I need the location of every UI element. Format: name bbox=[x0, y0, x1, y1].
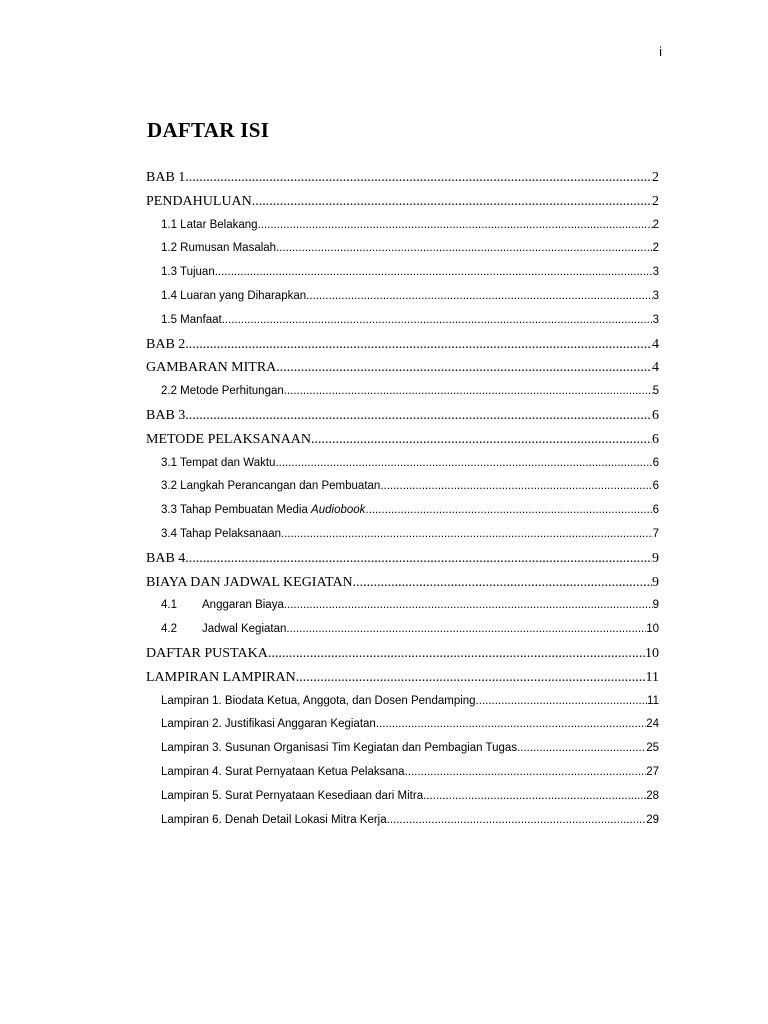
toc-dot-leader bbox=[284, 380, 653, 404]
toc-entry[interactable] bbox=[146, 642, 659, 666]
toc-entry-page: 25 bbox=[646, 742, 659, 755]
toc-entry-label-text: BAB 2 bbox=[146, 336, 186, 352]
toc-dot-leader bbox=[185, 333, 652, 357]
toc-entry[interactable] bbox=[146, 571, 659, 595]
toc-entry-page: 2 bbox=[652, 170, 659, 185]
toc-entry[interactable] bbox=[146, 475, 659, 499]
toc-entry-label bbox=[202, 618, 286, 642]
toc-entry-label bbox=[161, 237, 276, 261]
toc-dot-leader bbox=[353, 571, 652, 595]
toc-entry[interactable] bbox=[146, 713, 659, 737]
toc-entry[interactable] bbox=[146, 594, 659, 618]
toc-entry-label-text: 1.1 Latar Belakang bbox=[161, 218, 258, 231]
toc-entry-label bbox=[161, 309, 222, 333]
toc-entry-label-text: Lampiran 3. Susunan Organisasi Tim Kegiatan dan Pembagian Tugas bbox=[161, 742, 518, 755]
toc-entry-page: 11 bbox=[645, 669, 659, 685]
toc-entry-label bbox=[146, 333, 185, 357]
toc-entry-label-text: Lampiran 2. Justifikasi Anggaran Kegiatan bbox=[161, 718, 376, 731]
toc-entry-label-text: BIAYA DAN JADWAL KEGIATAN bbox=[146, 574, 353, 590]
toc-entry[interactable] bbox=[146, 356, 659, 380]
toc-entry-label bbox=[161, 523, 281, 547]
toc-entry-page: 27 bbox=[646, 765, 659, 778]
toc-entry-label-text: Lampiran 4. Surat Pernyataan Ketua Pelaksana bbox=[161, 765, 405, 778]
toc-entry[interactable] bbox=[146, 761, 659, 785]
toc-entry-label-text: BAB 4 bbox=[146, 550, 186, 566]
toc-entry[interactable] bbox=[146, 309, 659, 333]
toc-entry-page: 4 bbox=[652, 360, 659, 376]
toc-entry-label bbox=[161, 380, 284, 404]
toc-entry-page: 2 bbox=[652, 218, 659, 231]
toc-entry-label-text: LAMPIRAN LAMPIRAN bbox=[146, 669, 296, 685]
toc-entry-label bbox=[146, 356, 276, 380]
toc-entry-label bbox=[202, 594, 284, 618]
toc-dot-leader bbox=[276, 356, 652, 380]
toc-entry-label-text: BAB 1 bbox=[146, 170, 186, 185]
toc-entry[interactable] bbox=[146, 214, 659, 238]
toc-dot-leader bbox=[215, 261, 653, 285]
toc-entry[interactable] bbox=[146, 333, 659, 357]
toc-title: DAFTAR ISI bbox=[147, 118, 270, 142]
toc-entry[interactable] bbox=[146, 190, 659, 214]
toc-entry-page: 11 bbox=[647, 694, 659, 707]
toc-entry-label-text: 1.2 Rumusan Masalah bbox=[161, 242, 277, 255]
toc-entry-label-text: Anggaran Biaya bbox=[202, 599, 284, 612]
toc-entry-label-text: BAB 3 bbox=[146, 407, 186, 423]
toc-entry-number: 4.2 bbox=[161, 623, 177, 636]
toc-entry-page: 6 bbox=[652, 504, 659, 517]
toc-dot-leader bbox=[517, 737, 646, 761]
toc-entry[interactable] bbox=[146, 166, 659, 190]
toc-entry-label bbox=[161, 475, 380, 499]
toc-dot-leader bbox=[286, 618, 646, 642]
toc-entry[interactable] bbox=[146, 237, 659, 261]
toc-dot-leader bbox=[275, 452, 652, 476]
toc-list bbox=[146, 166, 659, 832]
toc-entry[interactable] bbox=[146, 666, 659, 690]
toc-dot-leader bbox=[284, 594, 653, 618]
toc-entry-label bbox=[161, 285, 306, 309]
toc-entry-label-text: 3.3 Tahap Pembuatan Media bbox=[161, 504, 312, 517]
toc-entry-label-text: 3.2 Langkah Perancangan dan Pembuatan bbox=[161, 480, 381, 493]
toc-entry-label-text: 1.3 Tujuan bbox=[161, 266, 215, 279]
toc-entry-label-italic: Audiobook bbox=[311, 504, 366, 517]
toc-dot-leader bbox=[185, 547, 652, 571]
toc-entry-label-text: METODE PELAKSANAAN bbox=[146, 431, 312, 447]
toc-entry-label bbox=[146, 404, 185, 428]
toc-entry-label bbox=[161, 761, 405, 785]
toc-entry[interactable] bbox=[146, 523, 659, 547]
toc-entry-page: 29 bbox=[646, 813, 659, 826]
toc-dot-leader bbox=[306, 285, 652, 309]
toc-entry-label bbox=[161, 499, 365, 523]
toc-entry-label-text: 1.5 Manfaat bbox=[161, 313, 222, 326]
toc-entry-page: 10 bbox=[645, 645, 659, 661]
toc-dot-leader bbox=[252, 190, 652, 214]
page-number: i bbox=[659, 44, 662, 59]
toc-entry[interactable] bbox=[146, 785, 659, 809]
toc-entry-label bbox=[146, 571, 353, 595]
toc-dot-leader bbox=[365, 499, 652, 523]
toc-entry-page: 4 bbox=[652, 336, 659, 352]
toc-dot-leader bbox=[376, 713, 646, 737]
toc-entry-page: 9 bbox=[652, 550, 659, 566]
toc-entry-label bbox=[146, 166, 185, 190]
toc-entry-label-text: Lampiran 6. Denah Detail Lokasi Mitra Kerja bbox=[161, 813, 387, 826]
toc-entry-page: 2 bbox=[652, 193, 659, 209]
toc-entry-page: 3 bbox=[652, 289, 659, 302]
toc-entry[interactable] bbox=[146, 690, 659, 714]
toc-entry-page: 6 bbox=[652, 480, 659, 493]
toc-entry[interactable] bbox=[146, 380, 659, 404]
toc-entry-label-text: 2.2 Metode Perhitungan bbox=[161, 385, 284, 398]
toc-entry-number: 4.1 bbox=[161, 599, 177, 612]
toc-entry-label bbox=[161, 261, 215, 285]
toc-entry-page: 2 bbox=[652, 242, 659, 255]
toc-entry-label-text: Jadwal Kegiatan bbox=[202, 623, 287, 636]
toc-entry[interactable] bbox=[146, 261, 659, 285]
toc-dot-leader bbox=[222, 309, 653, 333]
toc-entry-label bbox=[146, 190, 252, 214]
toc-entry-label-text: 1.4 Luaran yang Diharapkan bbox=[161, 289, 307, 302]
toc-entry-page: 9 bbox=[652, 574, 659, 590]
toc-dot-leader bbox=[423, 785, 646, 809]
toc-dot-leader bbox=[405, 761, 647, 785]
toc-entry[interactable] bbox=[146, 618, 659, 642]
toc-entry[interactable] bbox=[146, 285, 659, 309]
toc-dot-leader bbox=[258, 214, 653, 238]
toc-entry-page: 3 bbox=[652, 313, 659, 326]
toc-entry-label bbox=[161, 713, 376, 737]
toc-entry-page: 6 bbox=[652, 431, 659, 447]
toc-entry-label-text: Lampiran 5. Surat Pernyataan Kesediaan dari Mitra bbox=[161, 789, 424, 802]
toc-entry-label bbox=[146, 666, 296, 690]
toc-entry-label-text: DAFTAR PUSTAKA bbox=[146, 645, 268, 661]
toc-entry[interactable] bbox=[146, 547, 659, 571]
toc-entry-page: 28 bbox=[646, 789, 659, 802]
toc-entry-label bbox=[146, 428, 311, 452]
toc-entry[interactable] bbox=[146, 428, 659, 452]
toc-dot-leader bbox=[387, 809, 647, 833]
toc-entry-label bbox=[161, 737, 517, 761]
toc-entry-label-text: 3.1 Tempat dan Waktu bbox=[161, 456, 276, 469]
toc-dot-leader bbox=[185, 166, 652, 190]
toc-dot-leader bbox=[185, 404, 652, 428]
toc-entry-label bbox=[161, 785, 423, 809]
toc-dot-leader bbox=[380, 475, 652, 499]
toc-entry-label bbox=[146, 642, 268, 666]
toc-entry-page: 24 bbox=[646, 718, 659, 731]
toc-dot-leader bbox=[296, 666, 646, 690]
toc-entry-label bbox=[146, 547, 185, 571]
toc-entry-page: 6 bbox=[652, 456, 659, 469]
toc-entry-label bbox=[161, 452, 275, 476]
toc-dot-leader bbox=[268, 642, 645, 666]
toc-entry-page: 7 bbox=[652, 527, 659, 540]
toc-entry-label bbox=[161, 214, 258, 238]
toc-entry-label bbox=[161, 690, 476, 714]
toc-entry-page: 5 bbox=[652, 385, 659, 398]
toc-entry-label-text: PENDAHULUAN bbox=[146, 193, 252, 209]
toc-dot-leader bbox=[281, 523, 653, 547]
toc-dot-leader bbox=[311, 428, 652, 452]
toc-entry[interactable] bbox=[146, 452, 659, 476]
toc-entry-label-text: 3.4 Tahap Pelaksanaan bbox=[161, 527, 281, 540]
toc-entry-page: 10 bbox=[646, 623, 659, 636]
toc-entry[interactable] bbox=[146, 499, 659, 523]
toc-entry-label-text: GAMBARAN MITRA bbox=[146, 360, 277, 376]
toc-entry-page: 6 bbox=[652, 407, 659, 423]
toc-dot-leader bbox=[476, 690, 647, 714]
toc-entry-page: 9 bbox=[652, 599, 659, 612]
toc-entry[interactable] bbox=[146, 404, 659, 428]
toc-entry-label bbox=[161, 809, 387, 833]
toc-entry-label-text: Lampiran 1. Biodata Ketua, Anggota, dan Dosen Pendamping bbox=[161, 694, 476, 707]
toc-entry-page: 3 bbox=[652, 266, 659, 279]
toc-dot-leader bbox=[276, 237, 653, 261]
toc-entry[interactable] bbox=[146, 809, 659, 833]
toc-entry[interactable] bbox=[146, 737, 659, 761]
